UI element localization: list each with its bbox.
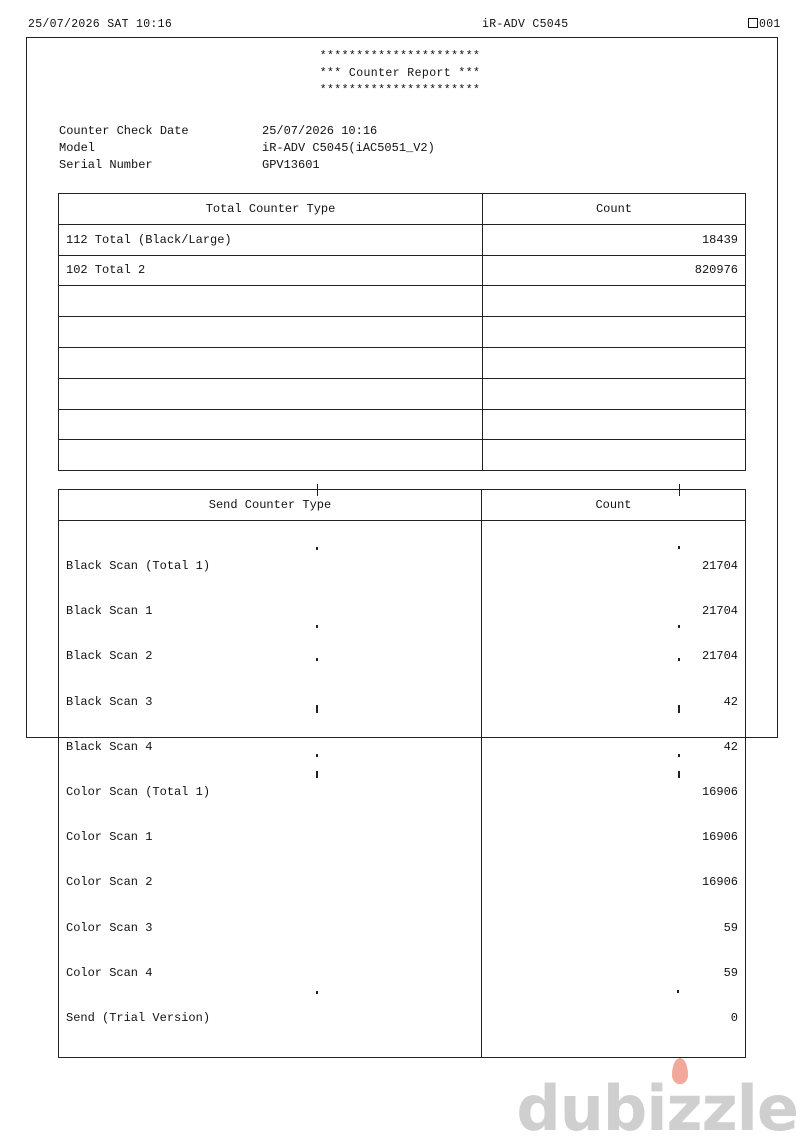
report-datetime: 25/07/2026 SAT 10:16 (28, 18, 173, 31)
print-speck (317, 484, 318, 496)
list-item: Black Scan 4 (66, 739, 153, 754)
header-model: iR-ADV C5045 (482, 18, 569, 31)
list-item: 16906 (701, 830, 738, 845)
list-item: 0 (730, 1011, 738, 1026)
list-item: Color Scan 1 (66, 830, 153, 845)
print-speck (678, 658, 680, 661)
list-item: 59 (723, 920, 738, 935)
list-item: 59 (723, 965, 738, 980)
counter-type-cell (59, 286, 483, 317)
total-counter-type-header: Total Counter Type (59, 194, 483, 225)
total-count-header: Count (483, 194, 746, 225)
list-item: Black Scan 3 (66, 694, 153, 709)
table-row (59, 440, 746, 471)
page-number-text: 001 (759, 18, 781, 31)
edit-box-icon (748, 18, 758, 28)
count-cell (483, 378, 746, 409)
counter-type-cell (59, 409, 483, 440)
list-item: Black Scan 2 (66, 649, 153, 664)
send-counter-table (58, 489, 746, 1058)
list-item: 21704 (701, 604, 738, 619)
list-item: Black Scan (Total 1) (66, 559, 211, 573)
table-header-row (59, 490, 746, 521)
counter-type-cell (59, 440, 483, 471)
count-cell (483, 440, 746, 471)
print-speck (316, 771, 318, 778)
print-speck (677, 990, 679, 993)
list-item: 16906 (701, 875, 738, 890)
counter-type-cell (59, 347, 483, 378)
print-speck (679, 484, 680, 496)
print-speck (316, 705, 318, 713)
model-label: Model (59, 141, 96, 155)
print-speck (678, 625, 680, 628)
count-cell: 820976 (483, 255, 746, 286)
table-header-row (59, 194, 746, 225)
counter-check-date-value: 25/07/2026 10:16 (262, 124, 378, 138)
send-counter-type-list (59, 521, 482, 1058)
table-row (59, 409, 746, 440)
list-item: Color Scan 4 (66, 965, 153, 980)
table-row (59, 224, 746, 255)
model-value: iR-ADV C5045(iAC5051_V2) (262, 141, 435, 155)
send-counter-type-header: Send Counter Type (59, 490, 482, 521)
list-item: 42 (723, 739, 738, 754)
list-item: Color Scan 3 (66, 920, 153, 935)
count-cell: 18439 (483, 224, 746, 255)
total-counter-table (58, 193, 746, 471)
banner-stars-bottom: ********************** (319, 84, 481, 97)
print-speck (678, 546, 680, 549)
count-cell (483, 347, 746, 378)
print-speck (316, 547, 318, 550)
counter-type-cell: 102 Total 2 (59, 255, 483, 286)
counter-type-cell (59, 317, 483, 348)
counter-check-date-label: Counter Check Date (59, 124, 189, 138)
banner-stars-top: ********************** (319, 50, 481, 63)
serial-number-value: GPV13601 (262, 158, 320, 172)
count-cell (483, 286, 746, 317)
list-item: 21704 (701, 649, 738, 664)
page-number (748, 18, 781, 31)
list-item: 42 (723, 694, 738, 709)
table-row (59, 378, 746, 409)
list-item: Black Scan 1 (66, 604, 153, 619)
list-item: 16906 (701, 785, 738, 800)
counter-type-cell (59, 378, 483, 409)
send-count-header: Count (482, 490, 746, 521)
count-cell (483, 317, 746, 348)
count-cell (483, 409, 746, 440)
send-counter-body (59, 521, 746, 1058)
list-item: Color Scan 2 (66, 875, 153, 890)
print-speck (316, 625, 318, 628)
list-item: 21704 (701, 559, 738, 573)
report-title: *** Counter Report *** (319, 67, 481, 80)
print-speck (678, 754, 680, 757)
table-row (59, 317, 746, 348)
print-speck (316, 754, 318, 757)
watermark-logo: dubizzle (516, 1072, 798, 1145)
send-count-list (482, 521, 746, 1058)
print-speck (316, 658, 318, 661)
table-row (59, 255, 746, 286)
counter-type-cell: 112 Total (Black/Large) (59, 224, 483, 255)
print-speck (316, 991, 318, 994)
table-row (59, 286, 746, 317)
print-speck (678, 705, 680, 713)
print-speck (678, 771, 680, 778)
list-item: Color Scan (Total 1) (66, 785, 211, 800)
table-row (59, 347, 746, 378)
serial-number-label: Serial Number (59, 158, 153, 172)
list-item: Send (Trial Version) (66, 1011, 211, 1026)
